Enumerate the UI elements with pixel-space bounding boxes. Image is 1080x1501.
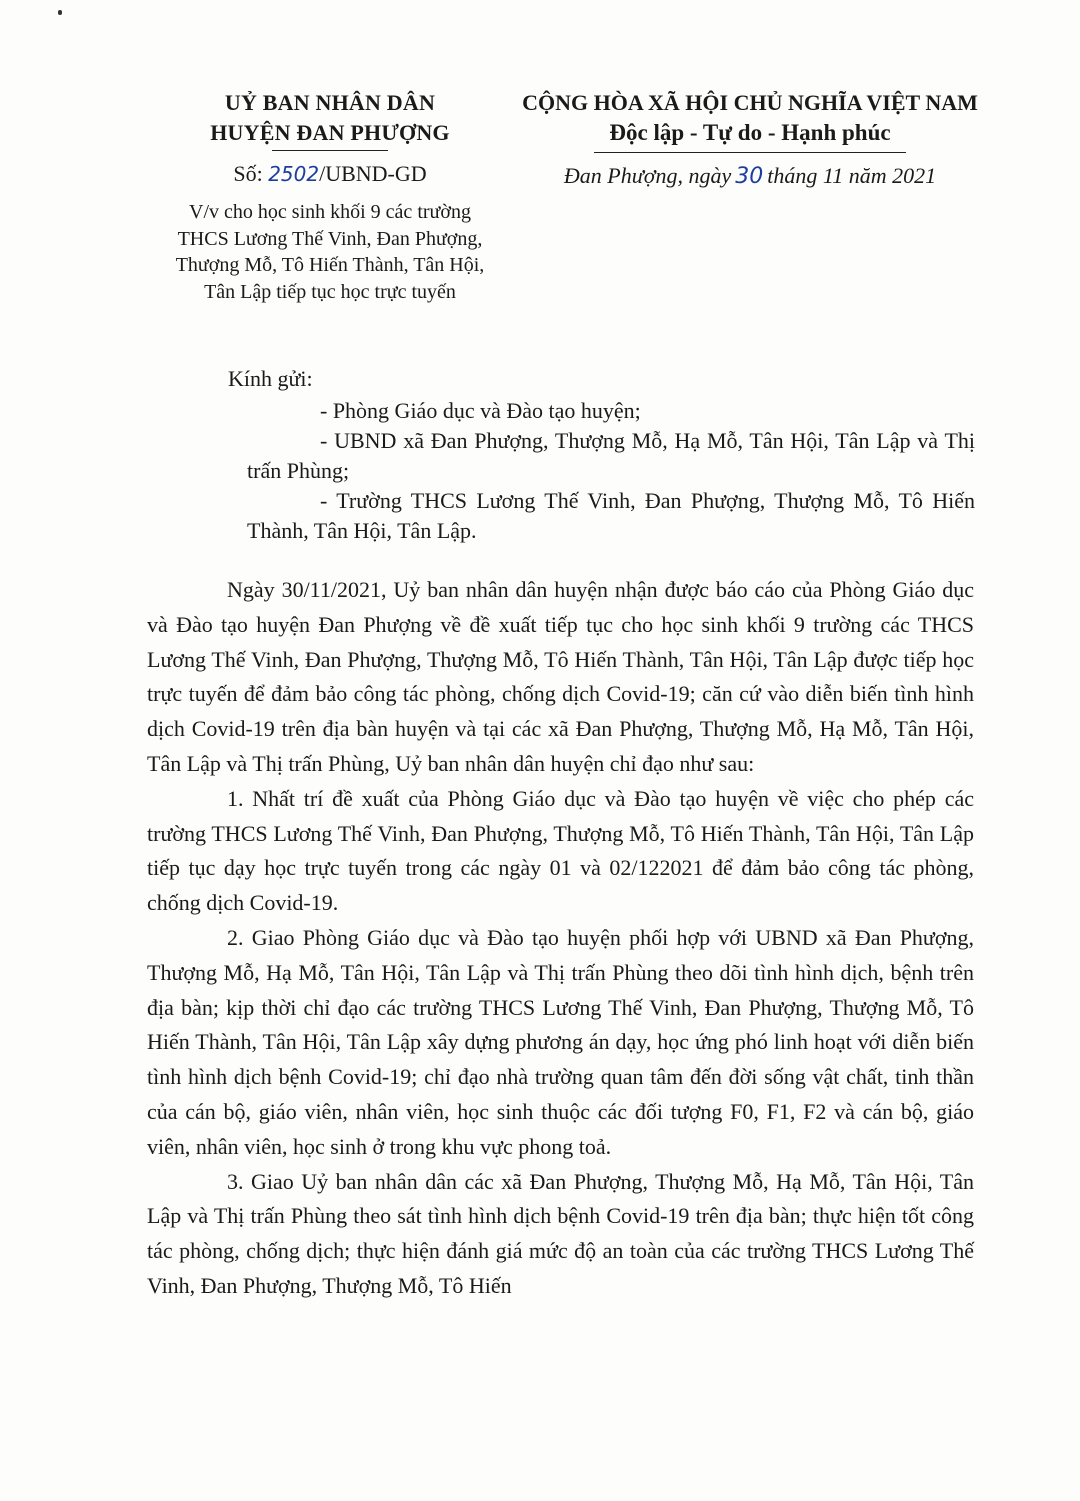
document-number-handwritten: 2502 [268, 162, 320, 186]
body-paragraph-intro: Ngày 30/11/2021, Uỷ ban nhân dân huyện nhận được báo cáo của Phòng Giáo dục và Đào tạo huyện Đan Phượng về đề xuất tiếp tục cho học sinh khối 9 trường các THCS Lương Thế Vinh, Đan Phượng, Thượng Mỗ, Tô Hiến Thành, Tân Hội, Tân Lập được tiếp học trực tuyến để đảm bảo công tác phòng, chống dịch Covid-19; căn cứ vào diễn biến tình hình dịch Covid-19 trên địa bàn huyện và tại các xã Đan Phượng, Thượng Mỗ, Hạ Mỗ, Tân Hội, Tân Lập và Thị trấn Phùng, Uỷ ban nhân dân huyện chỉ đạo như sau: [147, 577, 974, 776]
motto-underline [594, 152, 906, 153]
body-paragraph-3: 3. Giao Uỷ ban nhân dân các xã Đan Phượng, Thượng Mỗ, Hạ Mỗ, Tân Hội, Tân Lập và Thị trấn Phùng theo sát tình hình dịch bệnh Covid-19 trên địa bàn; thực hiện tốt công tác phòng, chống dịch; thực hiện đánh giá mức độ an toàn của các trường THCS Lương Thế Vinh, Đan Phượng, Thượng Mỗ, Tô Hiến [147, 1168, 974, 1298]
place-and-date [500, 163, 1000, 189]
recipients-label: Kính gửi: [228, 366, 313, 391]
recipients-list [247, 396, 975, 546]
recipient-item [247, 426, 975, 486]
document-number-prefix: Số: [233, 161, 263, 186]
document-number [150, 161, 510, 187]
document-body [147, 573, 974, 1304]
date-day-handwritten: 30 [735, 164, 764, 189]
issuer-underline [272, 150, 388, 151]
recipient-item [247, 486, 975, 546]
nation-name: CỘNG HÒA XÃ HỘI CHỦ NGHĨA VIỆT NAM [522, 90, 978, 115]
recipient-text: - Phòng Giáo dục và Đào tạo huyện; [320, 398, 641, 423]
body-paragraph-2: 2. Giao Phòng Giáo dục và Đào tạo huyện phối hợp với UBND xã Đan Phượng, Thượng Mỗ, Hạ Mỗ, Tân Hội, Tân Lập và Thị trấn Phùng theo dõi tình hình dịch, bệnh trên địa bàn; kịp thời chỉ đạo các trường THCS Lương Thế Vinh, Đan Phượng, Thượng Mỗ, Tô Hiến Thành, Tân Hội, Tân Lập xây dựng phương án dạy, học ứng phó linh hoạt với diễn biến tình hình dịch bệnh Covid-19; chỉ đạo nhà trường quan tâm đến đời sống vật chất, tinh thần của cán bộ, giáo viên, nhân viên, học sinh thuộc các đối tượng F0, F1, F2 và cán bộ, giáo viên, nhân viên, học sinh ở trong khu vực phong toả. [147, 924, 974, 1159]
date-suffix: tháng 11 năm 2021 [767, 163, 937, 188]
document-number-suffix: /UBND-GD [319, 161, 427, 186]
issuer-block [150, 88, 510, 305]
national-header [500, 88, 1000, 189]
date-prefix: Đan Phượng, ngày [563, 163, 732, 188]
body-paragraph-1: 1. Nhất trí đề xuất của Phòng Giáo dục và Đào tạo huyện về việc cho phép các trường THCS Lương Thế Vinh, Đan Phượng, Thượng Mỗ, Tô Hiến Thành, Tân Hội, Tân Lập tiếp tục dạy học trực tuyến trong các ngày 01 và 02/122021 để đảm bảo công tác phòng, chống dịch Covid-19. [147, 785, 974, 916]
issuer-name-line2: HUYỆN ĐAN PHƯỢNG [210, 120, 450, 145]
document-subject: V/v cho học sinh khối 9 các trường THCS Lương Thế Vinh, Đan Phượng, Thượng Mỗ, Tô Hiến Thành, Tân Hội, Tân Lập tiếp tục học trực tuyến [175, 201, 485, 303]
national-motto: Độc lập - Tự do - Hạnh phúc [609, 120, 891, 145]
recipient-text: - Trường THCS Lương Thế Vinh, Đan Phượng, Thượng Mỗ, Tô Hiến Thành, Tân Hội, Tân Lập. [247, 488, 975, 543]
recipient-text: - UBND xã Đan Phượng, Thượng Mỗ, Hạ Mỗ, Tân Hội, Tân Lập và Thị trấn Phùng; [247, 428, 975, 483]
scan-speck [58, 10, 62, 15]
recipient-item [267, 396, 975, 426]
issuer-name-line1: UỶ BAN NHÂN DÂN [224, 90, 436, 115]
